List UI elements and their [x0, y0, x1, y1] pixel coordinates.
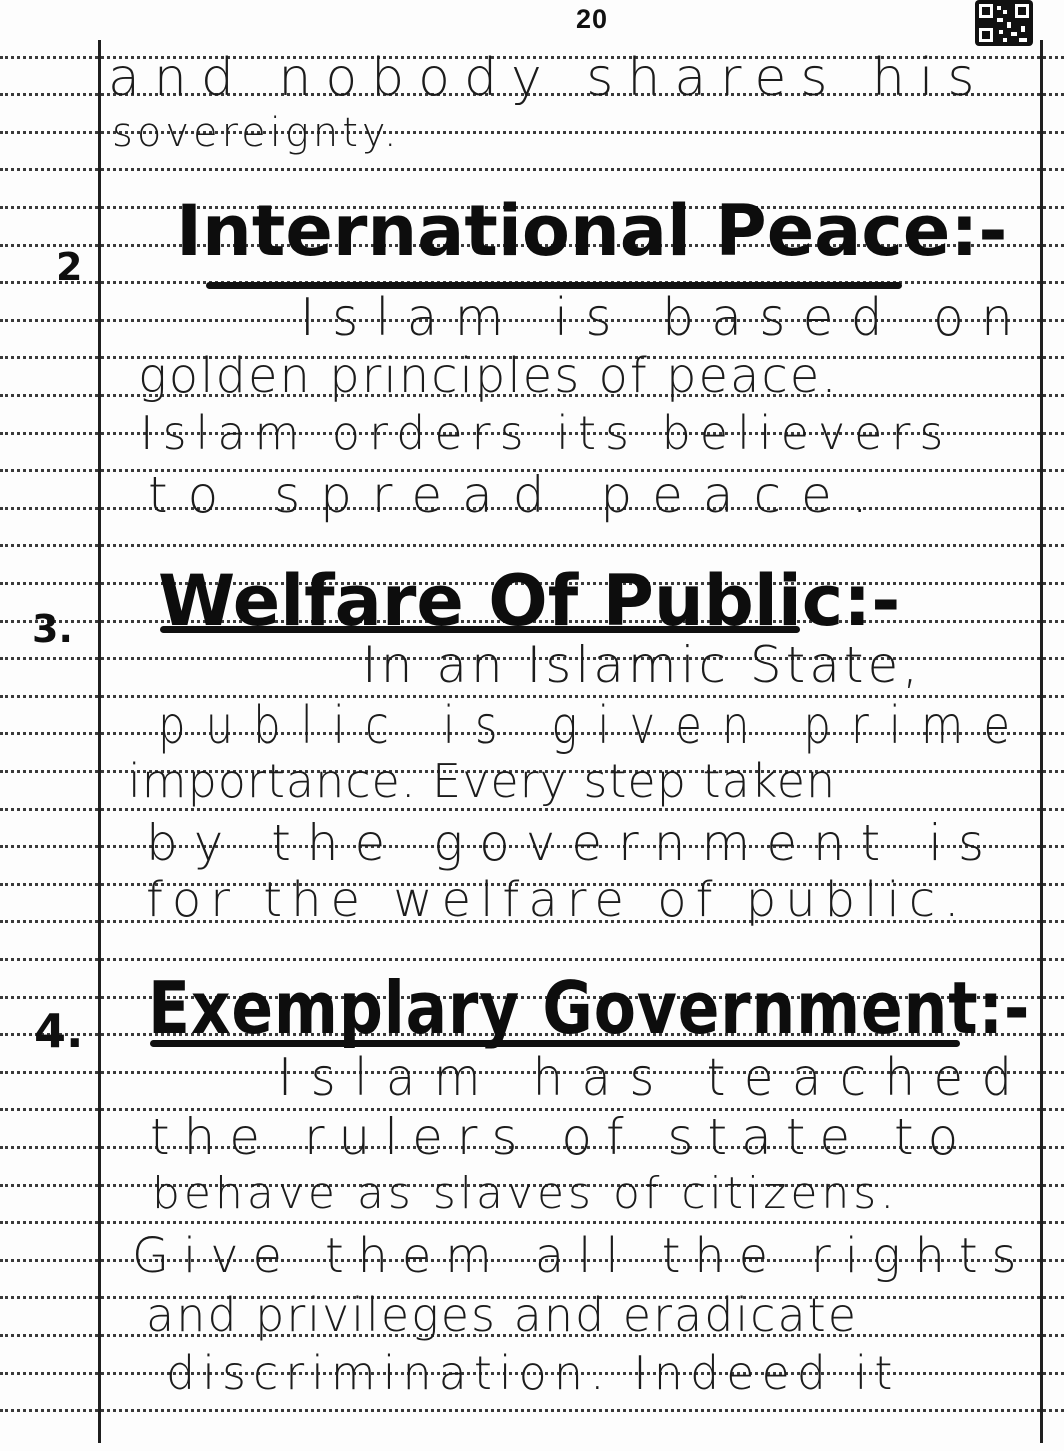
text-line: sovereignty. — [112, 110, 401, 156]
body-line: discrimination. Indeed it — [166, 1346, 900, 1400]
section-number: 4. — [34, 1004, 84, 1058]
heading-underline — [150, 1040, 960, 1047]
heading-underline — [160, 626, 800, 633]
body-line: importance. Every step taken — [128, 754, 837, 808]
body-line: Give them all the rights — [132, 1228, 1031, 1284]
body-line: behave as slaves of citizens. — [152, 1168, 899, 1219]
body-line: and privileges and eradicate — [146, 1288, 858, 1342]
section-number: 3. — [32, 607, 73, 651]
text-line: and nobody shares his — [108, 48, 989, 108]
ruled-line — [0, 168, 1064, 171]
section-heading: Exemplary Government:- — [148, 966, 1031, 1050]
section-heading: International Peace:- — [176, 190, 1008, 272]
ruled-line — [0, 1409, 1064, 1412]
page-number: 20 — [575, 4, 609, 34]
body-line: to spread peace. — [148, 466, 888, 524]
section-heading: Welfare Of Public:- — [158, 560, 901, 642]
qr-code-icon — [975, 0, 1033, 46]
body-line: public is given prime — [158, 696, 1031, 756]
body-line: golden principles of peace. — [138, 348, 839, 404]
ruled-line — [0, 958, 1064, 961]
right-margin-line — [1040, 40, 1043, 1443]
body-line: the rulers of state to — [150, 1108, 973, 1166]
body-line: Islam has teached — [278, 1048, 1031, 1108]
ruled-line — [0, 1221, 1064, 1224]
body-line: In an Islamic State, — [362, 636, 923, 694]
ruled-line — [0, 808, 1064, 811]
body-line: Islam is based on — [300, 288, 1031, 348]
body-line: by the government is — [146, 814, 1001, 872]
body-line: for the welfare of public. — [146, 872, 969, 928]
left-margin-line — [98, 40, 101, 1443]
section-number: 2 — [56, 245, 83, 289]
body-line: Islam orders its believers — [140, 406, 953, 460]
ruled-line — [0, 544, 1064, 547]
